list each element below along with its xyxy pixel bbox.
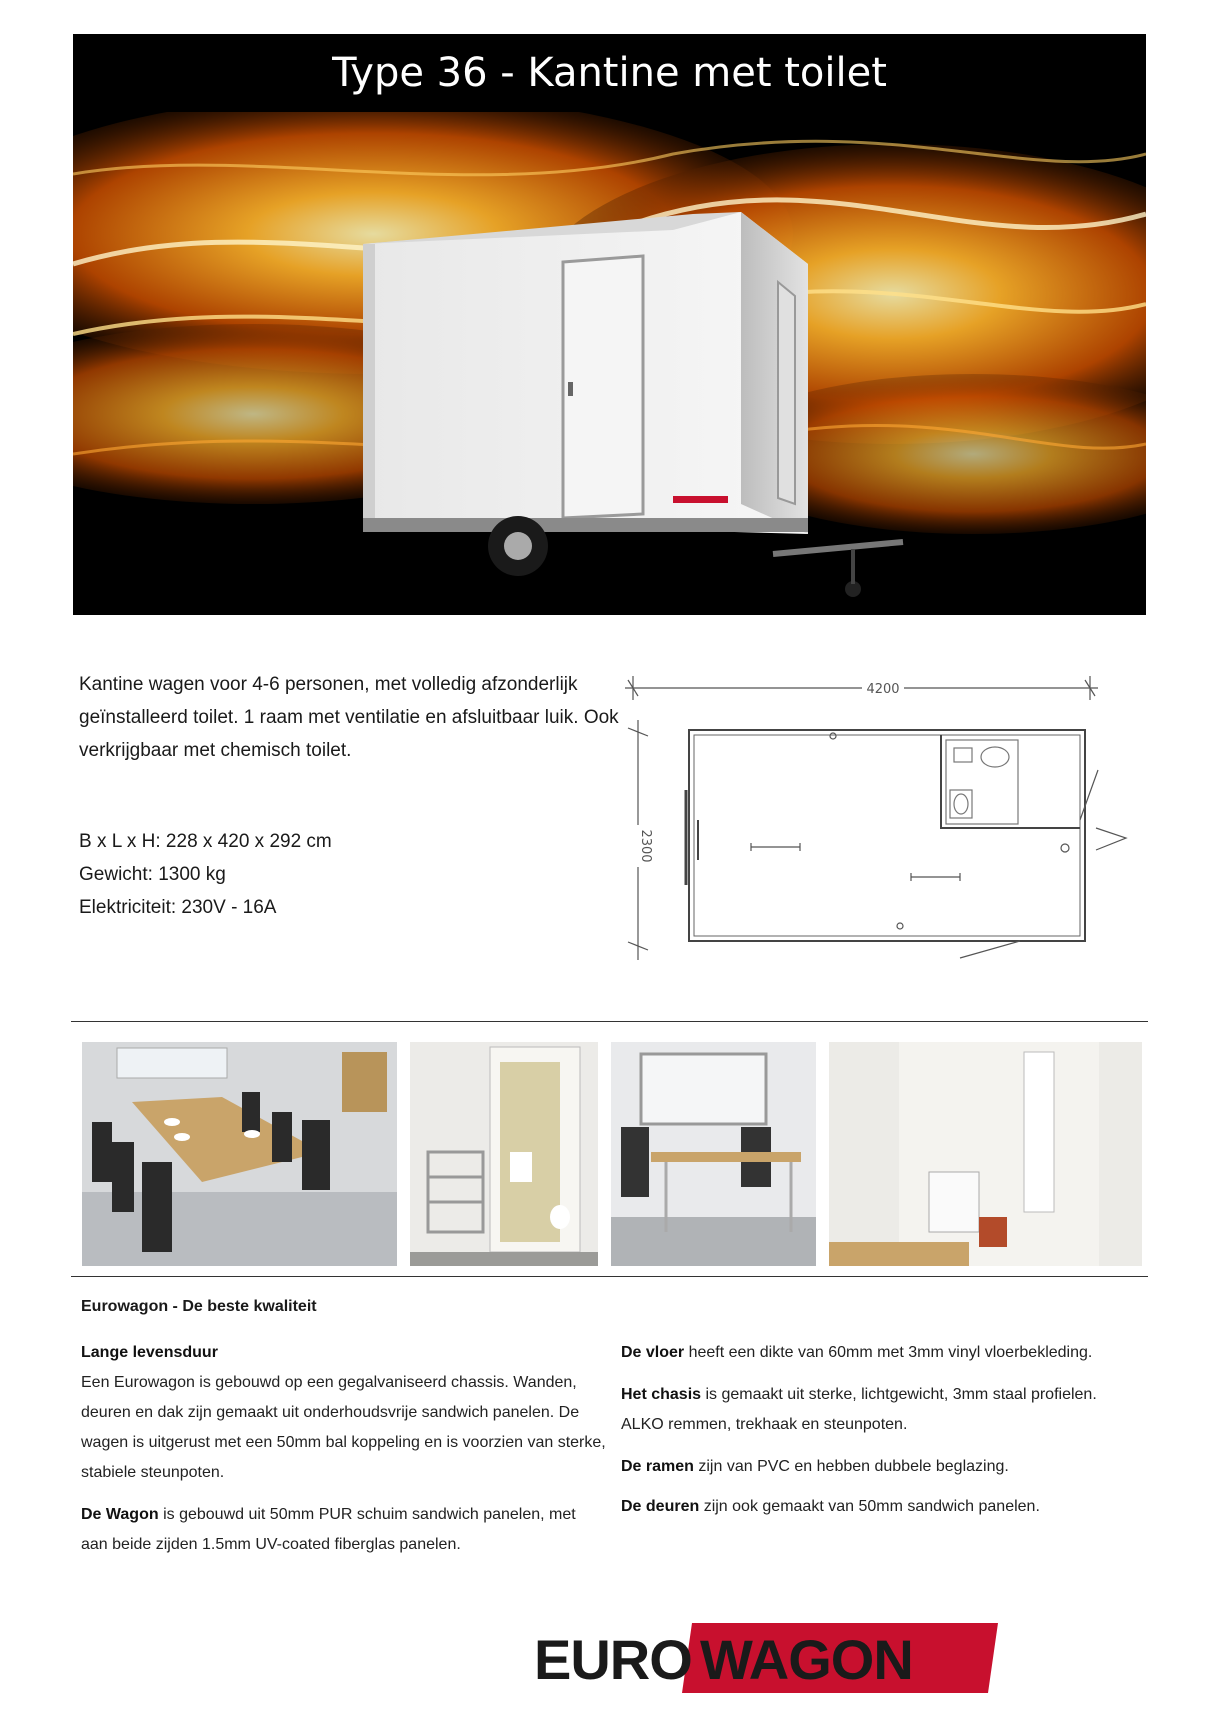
doors-bold: De deuren bbox=[621, 1498, 700, 1515]
trailer-fire-photo bbox=[73, 34, 1146, 615]
spec-weight: Gewicht: 1300 kg bbox=[79, 864, 226, 885]
hero-banner bbox=[73, 34, 1146, 615]
wagon-bold: De Wagon bbox=[81, 1506, 159, 1523]
floorplan-length-label: 4200 bbox=[866, 682, 900, 697]
canteen-table-photo bbox=[82, 1042, 397, 1266]
quality-title: Eurowagon - De beste kwaliteit bbox=[81, 1298, 317, 1315]
quality-left-column bbox=[81, 1338, 606, 1572]
lifetime-heading: Lange levensduur bbox=[81, 1344, 218, 1361]
quality-right-column bbox=[621, 1338, 1131, 1534]
floorplan-width-label: 2300 bbox=[638, 829, 653, 863]
window-table-photo bbox=[611, 1042, 816, 1266]
divider-top bbox=[71, 1021, 1148, 1022]
floor-text: heeft een dikte van 60mm met 3mm vinyl vloerbekleding. bbox=[684, 1344, 1093, 1361]
spec-dimensions: B x L x H: 228 x 420 x 292 cm bbox=[79, 831, 332, 852]
wagon-paragraph bbox=[81, 1500, 606, 1560]
page-title: Type 36 - Kantine met toilet bbox=[73, 34, 1146, 112]
chassis-text: is gemaakt uit sterke, lichtgewicht, 3mm staal profielen. ALKO remmen, trekhaak en steunpoten. bbox=[621, 1386, 1097, 1433]
chassis-bold: Het chasis bbox=[621, 1386, 702, 1403]
logo-part-euro: EURO bbox=[534, 1628, 692, 1691]
floorplan-diagram bbox=[620, 660, 1160, 970]
specs-list bbox=[79, 825, 332, 924]
spec-electricity: Elektriciteit: 230V - 16A bbox=[79, 897, 277, 918]
windows-bold: De ramen bbox=[621, 1458, 694, 1475]
toilet-door-photo bbox=[410, 1042, 598, 1266]
fridge-corner-photo bbox=[829, 1042, 1142, 1266]
logo-part-wagon: WAGON bbox=[700, 1628, 913, 1691]
intro-text: Kantine wagen voor 4-6 personen, met volledig afzonderlijk geïnstalleerd toilet. 1 raam met ventilatie en afsluitbaar luik. Ook verkrijgbaar met chemisch toilet. bbox=[79, 674, 619, 761]
floor-bold: De vloer bbox=[621, 1344, 685, 1361]
lifetime-text: Een Eurowagon is gebouwd op een gegalvaniseerd chassis. Wanden, deuren en dak zijn gemaakt uit onderhoudsvrije sandwich panelen. De wagen is uitgerust met een 50mm bal koppeling en is voorzien van sterke, stabiele steunpoten. bbox=[81, 1374, 606, 1481]
wagon-text: is gebouwd uit 50mm PUR schuim sandwich panelen, met aan beide zijden 1.5mm UV-coated fiberglas panelen. bbox=[81, 1506, 576, 1553]
windows-text: zijn van PVC en hebben dubbele beglazing. bbox=[693, 1458, 1009, 1475]
eurowagon-logo bbox=[532, 1621, 1000, 1695]
divider-bottom bbox=[71, 1276, 1148, 1277]
doors-text: zijn ook gemaakt van 50mm sandwich panelen. bbox=[699, 1498, 1040, 1515]
